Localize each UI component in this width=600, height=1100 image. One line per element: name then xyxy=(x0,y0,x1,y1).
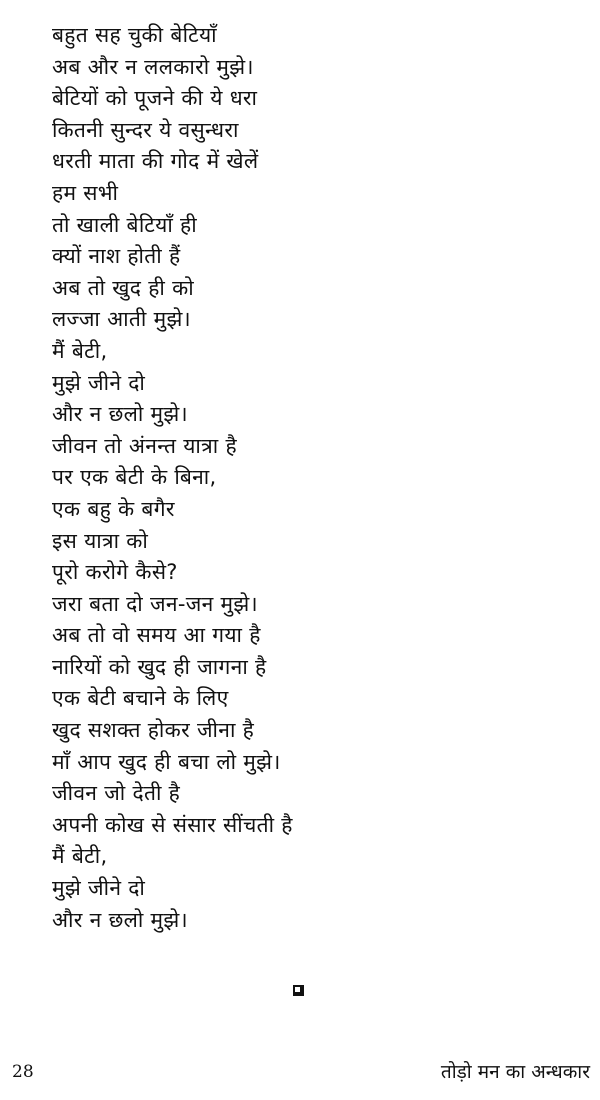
poem-line: अपनी कोख से संसार सींचती है xyxy=(52,812,293,837)
page-number: 28 xyxy=(12,1062,34,1082)
poem-line: मुझे जीने दो xyxy=(52,370,146,395)
book-title: तोड़ो मन का अन्धकार xyxy=(440,1061,590,1083)
poem-line: मुझे जीने दो xyxy=(52,876,146,901)
poem-line: लज्जा आती मुझे। xyxy=(52,307,191,332)
poem-line: बहुत सह चुकी बेटियाँ xyxy=(52,23,217,47)
poem-line: जीवन जो देती है xyxy=(52,781,181,806)
poem-line: और न छलो मुझे। xyxy=(52,907,188,932)
poem-line: क्यों नाश होती हैं xyxy=(52,244,181,269)
poem-line: जरा बता दो जन-जन मुझे। xyxy=(52,591,258,616)
poem-line: जीवन तो अंनन्त यात्रा है xyxy=(52,433,237,458)
poem-line: अब तो खुद ही को xyxy=(52,275,194,300)
poem-line: पूरो करोगे कैसे? xyxy=(52,560,178,585)
square-end-mark-icon xyxy=(293,985,304,996)
poem-line: हम सभी xyxy=(52,180,119,205)
poem-line: माँ आप खुद ही बचा लो मुझे। xyxy=(52,749,281,774)
poem-line: धरती माता की गोद में खेलें xyxy=(52,149,259,174)
poem-line: मैं बेटी, xyxy=(52,338,108,363)
poem-line: नारियों को खुद ही जागना है xyxy=(52,654,267,679)
poem-line: तो खाली बेटियाँ ही xyxy=(52,212,197,237)
poem-line: मैं बेटी, xyxy=(52,844,108,869)
poem-line: अब और न ललकारो मुझे। xyxy=(52,54,254,79)
poem-line: बेटियों को पूजने की ये धरा xyxy=(52,86,258,111)
poem-line: पर एक बेटी के बिना, xyxy=(52,465,217,490)
poem-line: और न छलो मुझे। xyxy=(52,402,188,427)
poem-text xyxy=(52,20,293,936)
poem-line: एक बहु के बगैर xyxy=(52,496,175,521)
poem-line: खुद सशक्त होकर जीना है xyxy=(52,718,255,743)
poem-line: कितनी सुन्दर ये वसुन्धरा xyxy=(52,117,239,142)
poem-line: अब तो वो समय आ गया है xyxy=(52,623,261,648)
poem-line: एक बेटी बचाने के लिए xyxy=(52,686,229,711)
poem-line: इस यात्रा को xyxy=(52,528,149,553)
